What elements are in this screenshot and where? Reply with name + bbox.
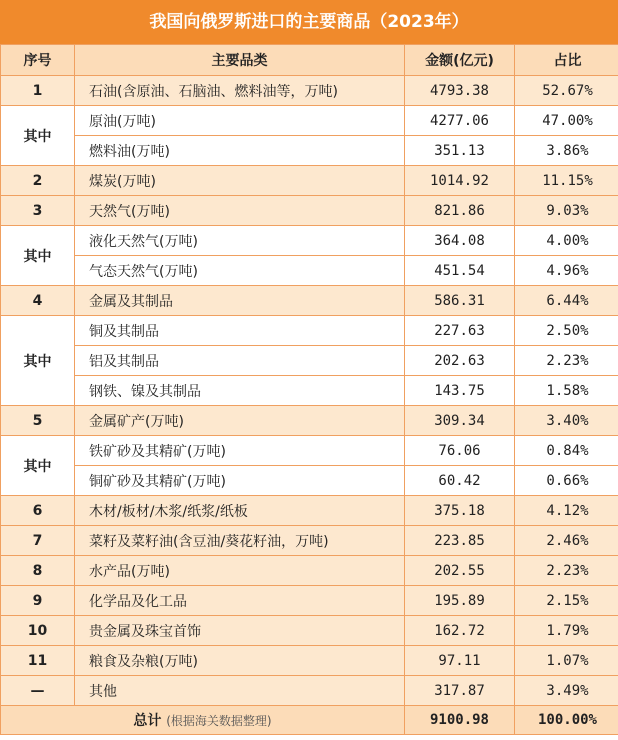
row-number: 9 <box>1 586 75 616</box>
item-name: 铜矿砂及其精矿(万吨) <box>75 466 405 496</box>
category-row <box>1 286 618 316</box>
subcategory-row <box>1 226 618 256</box>
item-name: 燃料油(万吨) <box>75 136 405 166</box>
item-amount: 76.06 <box>405 436 515 466</box>
item-share: 6.44% <box>515 286 618 316</box>
category-row <box>1 526 618 556</box>
item-amount: 223.85 <box>405 526 515 556</box>
item-amount: 60.42 <box>405 466 515 496</box>
row-number: 7 <box>1 526 75 556</box>
item-share: 1.58% <box>515 376 618 406</box>
total-row <box>1 706 618 735</box>
subcategory-row <box>1 346 618 376</box>
total-amount: 9100.98 <box>405 706 515 735</box>
category-row <box>1 616 618 646</box>
item-amount: 1014.92 <box>405 166 515 196</box>
subcategory-row <box>1 136 618 166</box>
item-name: 铁矿砂及其精矿(万吨) <box>75 436 405 466</box>
item-share: 2.23% <box>515 556 618 586</box>
item-amount: 227.63 <box>405 316 515 346</box>
category-row <box>1 406 618 436</box>
item-share: 4.96% <box>515 256 618 286</box>
item-share: 3.49% <box>515 676 618 706</box>
row-number: 4 <box>1 286 75 316</box>
item-name: 木材/板材/木浆/纸浆/纸板 <box>75 496 405 526</box>
row-number: 2 <box>1 166 75 196</box>
item-share: 2.23% <box>515 346 618 376</box>
group-label: 其中 <box>1 436 75 496</box>
item-share: 11.15% <box>515 166 618 196</box>
category-row <box>1 676 618 706</box>
item-share: 4.00% <box>515 226 618 256</box>
item-share: 3.40% <box>515 406 618 436</box>
subcategory-row <box>1 376 618 406</box>
item-name: 贵金属及珠宝首饰 <box>75 616 405 646</box>
import-table <box>0 44 618 735</box>
item-name: 金属矿产(万吨) <box>75 406 405 436</box>
item-amount: 195.89 <box>405 586 515 616</box>
subcategory-row <box>1 436 618 466</box>
item-amount: 202.55 <box>405 556 515 586</box>
item-amount: 375.18 <box>405 496 515 526</box>
category-row <box>1 166 618 196</box>
row-number: 6 <box>1 496 75 526</box>
header-no: 序号 <box>1 45 75 76</box>
row-number: 8 <box>1 556 75 586</box>
item-share: 0.84% <box>515 436 618 466</box>
item-name: 铜及其制品 <box>75 316 405 346</box>
header-name: 主要品类 <box>75 45 405 76</box>
item-name: 化学品及化工品 <box>75 586 405 616</box>
item-share: 3.86% <box>515 136 618 166</box>
item-share: 2.15% <box>515 586 618 616</box>
item-share: 2.46% <box>515 526 618 556</box>
subcategory-row <box>1 466 618 496</box>
subcategory-row <box>1 106 618 136</box>
item-amount: 309.34 <box>405 406 515 436</box>
item-share: 4.12% <box>515 496 618 526</box>
item-share: 52.67% <box>515 76 618 106</box>
item-amount: 4277.06 <box>405 106 515 136</box>
group-label: 其中 <box>1 106 75 166</box>
total-label: 总计 <box>133 713 162 729</box>
item-name: 铝及其制品 <box>75 346 405 376</box>
item-amount: 351.13 <box>405 136 515 166</box>
total-label-cell <box>1 706 405 735</box>
category-row <box>1 76 618 106</box>
item-name: 液化天然气(万吨) <box>75 226 405 256</box>
group-label: 其中 <box>1 226 75 286</box>
item-share: 9.03% <box>515 196 618 226</box>
category-row <box>1 196 618 226</box>
item-name: 石油(含原油、石脑油、燃料油等，万吨) <box>75 76 405 106</box>
item-amount: 317.87 <box>405 676 515 706</box>
header-share: 占比 <box>515 45 618 76</box>
category-row <box>1 586 618 616</box>
item-name: 煤炭(万吨) <box>75 166 405 196</box>
item-amount: 821.86 <box>405 196 515 226</box>
row-number: — <box>1 676 75 706</box>
subcategory-row <box>1 256 618 286</box>
item-amount: 586.31 <box>405 286 515 316</box>
category-row <box>1 646 618 676</box>
table-body <box>1 76 618 706</box>
subcategory-row <box>1 316 618 346</box>
item-amount: 202.63 <box>405 346 515 376</box>
group-label: 其中 <box>1 316 75 406</box>
item-name: 天然气(万吨) <box>75 196 405 226</box>
item-amount: 143.75 <box>405 376 515 406</box>
item-amount: 364.08 <box>405 226 515 256</box>
item-amount: 451.54 <box>405 256 515 286</box>
item-name: 金属及其制品 <box>75 286 405 316</box>
item-amount: 97.11 <box>405 646 515 676</box>
row-number: 3 <box>1 196 75 226</box>
item-name: 水产品(万吨) <box>75 556 405 586</box>
item-share: 2.50% <box>515 316 618 346</box>
item-name: 其他 <box>75 676 405 706</box>
header-row <box>1 45 618 76</box>
table-title: 我国向俄罗斯进口的主要商品（2023年） <box>0 0 618 44</box>
row-number: 5 <box>1 406 75 436</box>
total-share: 100.00% <box>515 706 618 735</box>
row-number: 10 <box>1 616 75 646</box>
item-name: 钢铁、镍及其制品 <box>75 376 405 406</box>
row-number: 1 <box>1 76 75 106</box>
source-note: (根据海关数据整理) <box>166 714 272 728</box>
category-row <box>1 496 618 526</box>
item-share: 47.00% <box>515 106 618 136</box>
header-amount: 金额(亿元) <box>405 45 515 76</box>
item-name: 原油(万吨) <box>75 106 405 136</box>
item-amount: 162.72 <box>405 616 515 646</box>
item-share: 1.07% <box>515 646 618 676</box>
item-name: 粮食及杂粮(万吨) <box>75 646 405 676</box>
row-number: 11 <box>1 646 75 676</box>
item-name: 菜籽及菜籽油(含豆油/葵花籽油，万吨) <box>75 526 405 556</box>
item-name: 气态天然气(万吨) <box>75 256 405 286</box>
item-amount: 4793.38 <box>405 76 515 106</box>
category-row <box>1 556 618 586</box>
item-share: 0.66% <box>515 466 618 496</box>
item-share: 1.79% <box>515 616 618 646</box>
